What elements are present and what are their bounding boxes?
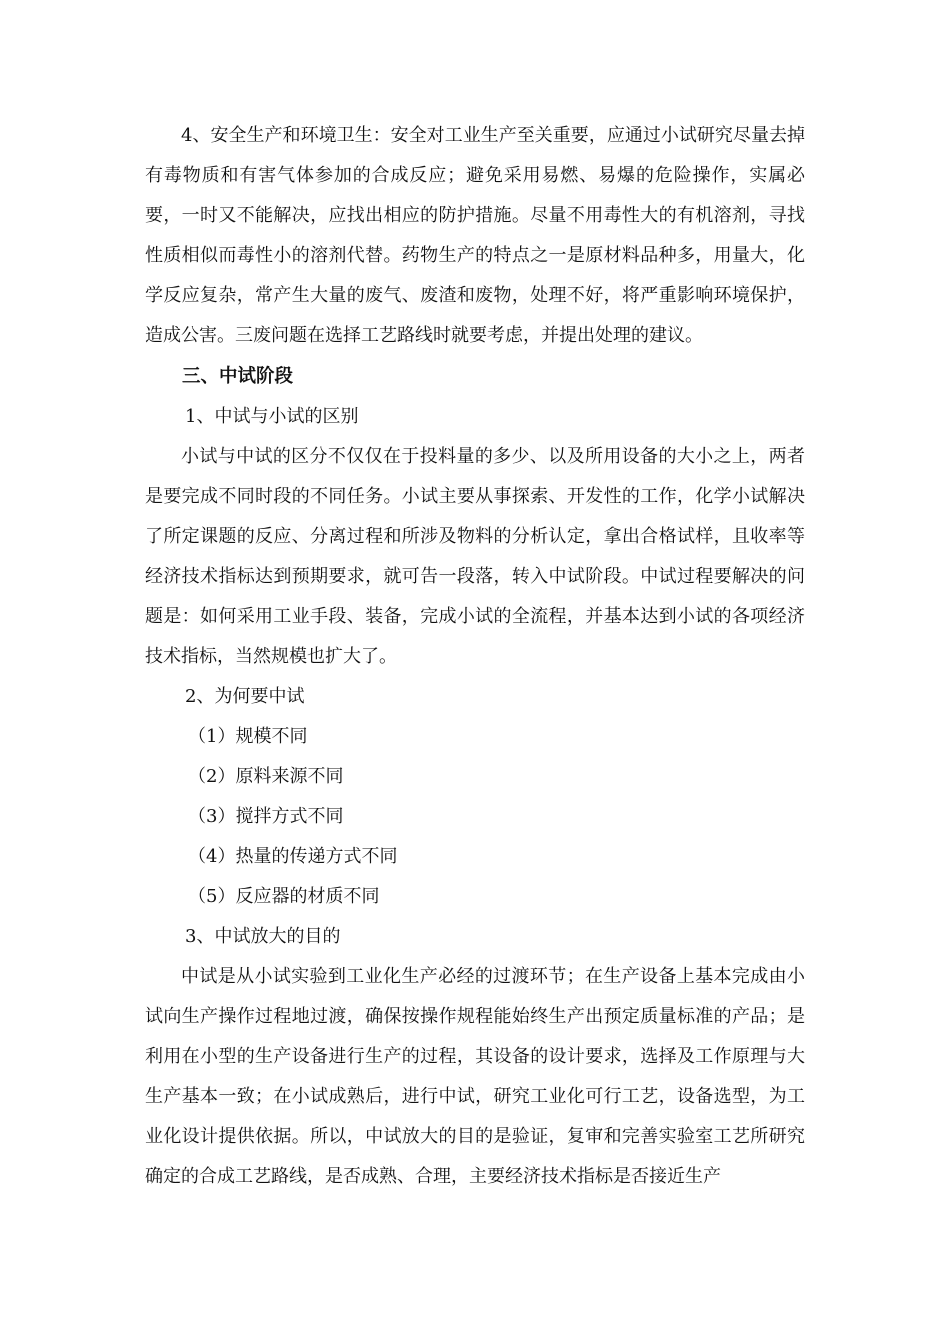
paragraph-difference: 小试与中试的区分不仅仅在于投料量的多少、以及所用设备的大小之上，两者是要完成不同时段的不同任务。小试主要从事探索、开发性的工作，化学小试解决了所定课题的反应、分离过程和所涉及物料的分析认定，拿出合格试样，且收率等经济技术指标达到预期要求，就可告一段落，转入中试阶段。中试过程要解决的问题是：如何采用工业手段、装备，完成小试的全流程，并基本达到小试的各项经济技术指标，当然规模也扩大了。: [145, 446, 805, 667]
list-item-reason-1: （1）规模不同: [188, 726, 308, 747]
list-item-reason-2: （2）原料来源不同: [188, 766, 344, 787]
paragraph-safety: 4、安全生产和环境卫生：安全对工业生产至关重要，应通过小试研究尽量去掉有毒物质和有害气体参加的合成反应；避免采用易燃、易爆的危险操作，实属必要，一时又不能解决，应找出相应的防护措施。尽量不用毒性大的有机溶剂，寻找性质相似而毒性小的溶剂代替。药物生产的特点之一是原材料品种多，用量大，化学反应复杂，常产生大量的废气、废渣和废物，处理不好，将严重影响环境保护，造成公害。三废问题在选择工艺路线时就要考虑，并提出处理的建议。: [145, 125, 805, 346]
list-item-reason-5: （5）反应器的材质不同: [188, 886, 380, 907]
list-item-reason-3: （3）搅拌方式不同: [188, 806, 344, 827]
subheading-purpose: 3、中试放大的目的: [185, 926, 341, 947]
subheading-difference: 1、中试与小试的区别: [185, 406, 359, 427]
subheading-why-pilot: 2、为何要中试: [185, 686, 305, 707]
paragraph-purpose: 中试是从小试实验到工业化生产必经的过渡环节；在生产设备上基本完成由小试向生产操作过程地过渡，确保按操作规程能始终生产出预定质量标准的产品；是利用在小型的生产设备进行生产的过程，其设备的设计要求，选择及工作原理与大生产基本一致；在小试成熟后，进行中试，研究工业化可行工艺，设备选型，为工业化设计提供依据。所以，中试放大的目的是验证，复审和完善实验室工艺所研究确定的合成工艺路线，是否成熟、合理，主要经济技术指标是否接近生产: [145, 966, 805, 1187]
list-item-reason-4: （4）热量的传递方式不同: [188, 846, 398, 867]
section-heading-pilot: 三、中试阶段: [182, 366, 294, 387]
